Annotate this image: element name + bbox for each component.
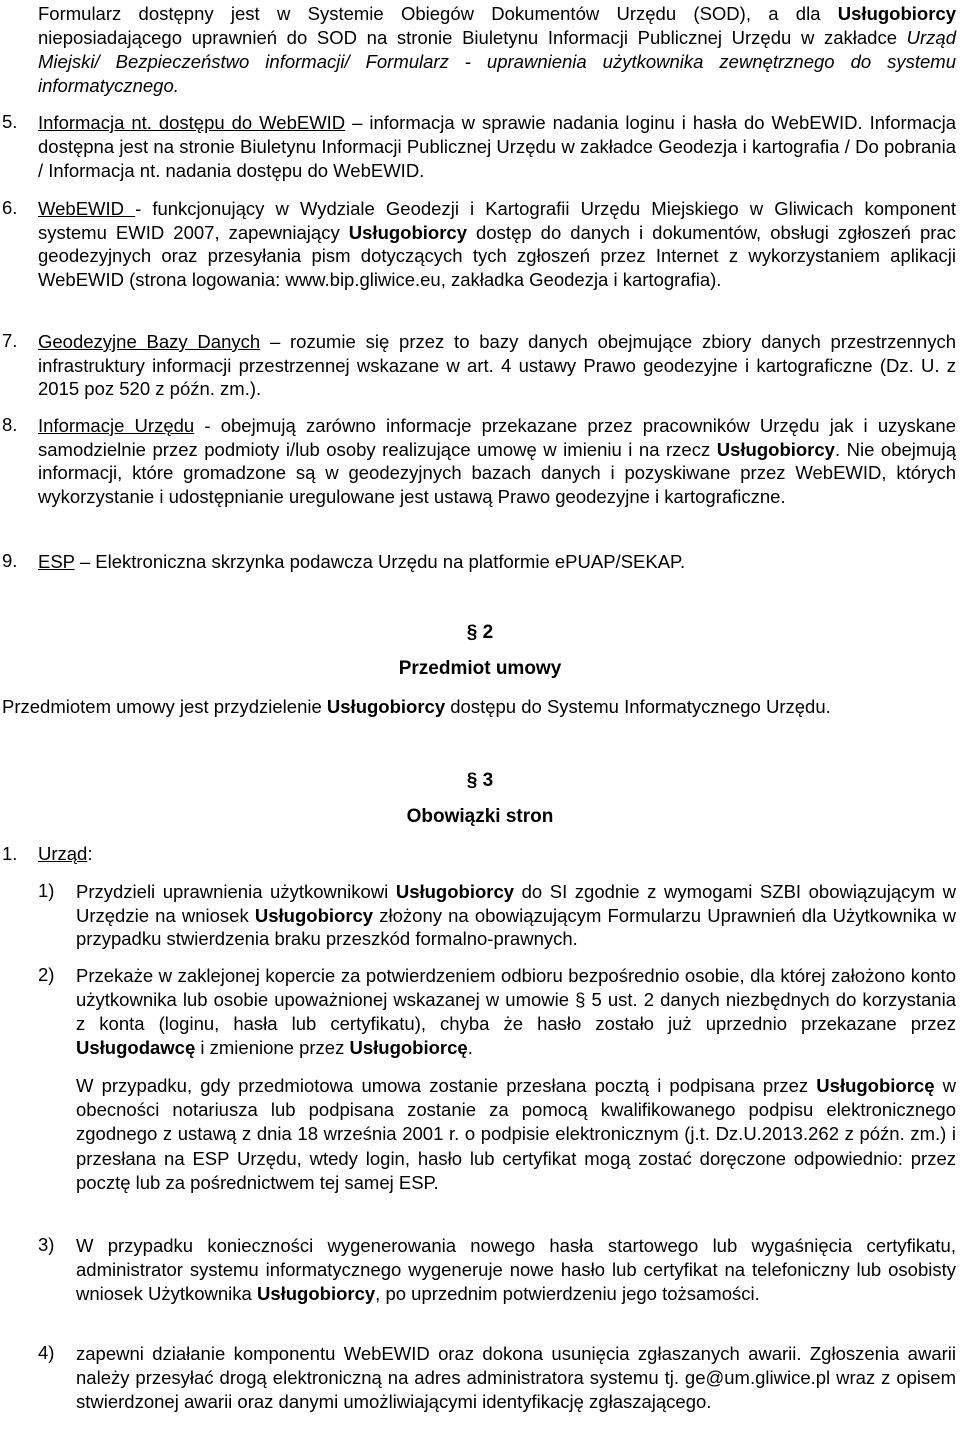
item-6-paragraph	[38, 197, 956, 291]
item-6-term: WebEWID	[38, 198, 136, 219]
duty-4-number: 4)	[38, 1342, 55, 1363]
duty-2b-bold-1: Usługobiorcę	[816, 1075, 935, 1096]
duty-1-number: 1)	[38, 880, 55, 901]
section-2-text-2: dostępu do Systemu Informatycznego Urzędu.	[445, 696, 831, 717]
party-label	[38, 843, 93, 865]
party-colon: :	[87, 843, 93, 864]
duty-4-paragraph	[76, 1342, 956, 1414]
duty-4-text: zapewni działanie komponentu WebEWID oraz dokona usunięcia zgłaszanych awarii. Zgłoszenia awarii należy przesyłać drogą elektroniczną na adres administratora systemu tj. ge@um.gliwice.pl wraz z opisem stwierdzonej awarii oraz danymi umożliwiającymi identyfikację zgłaszającego.	[76, 1343, 956, 1412]
intro-paragraph	[38, 2, 956, 98]
item-8-text-2: . Nie obejmują informacji, które gromadzone są w geodezyjnych bazach danych i pozyskiwane przez WebEWID, których wykorzystanie i udostępnianie uregulowane jest ustawą Prawo geodezyjne i kartograficzne.	[38, 438, 956, 507]
item-7-text: – rozumie się przez to bazy danych obejmujące zbiory danych przestrzennych infrastruktury informacji przestrzennej wskazane w art. 4 ustawy Prawo geodezyjne i kartograficzne (Dz. U. z 2015 poz 520 z późn. zm.).	[38, 331, 956, 399]
item-8-bold-1: Usługobiorcy	[716, 438, 835, 460]
duty-1-text-3: złożony na obowiązującym Formularzu Uprawnień dla Użytkownika w przypadku stwierdzenia braku przeszkód formalno-prawnych.	[76, 904, 956, 949]
duty-2-bold-2: Usługobiorcę	[349, 1037, 468, 1058]
duty-3-text-2: , po uprzednim potwierdzeniu jego tożsamości.	[375, 1283, 760, 1304]
item-6-bold-1: Usługobiorcy	[348, 221, 467, 243]
duty-2-text-2: i zmienione przez	[195, 1037, 350, 1058]
item-7-term: Geodezyjne Bazy Danych	[38, 331, 261, 352]
item-5-text: – informacja w sprawie nadania loginu i hasła do WebEWID. Informacja dostępna jest na stronie Biuletynu Informacji Publicznej Urzędu w zakładce Geodezja i kartografia / Do pobrania / Informacja nt. nadania dostępu do WebEWID.	[38, 112, 956, 181]
duty-2-text-1: Przekaże w zaklejonej kopercie za potwierdzeniem odbioru bezpośrednio osobie, dla której założono konto użytkownika lub osobie upoważnionej wskazanej w umowie § 5 ust. 2 danych niezbędnych do korzystania z konta (loginu, hasła lub certyfikatu), chyba że hasło zostało już uprzednio przekazane przez	[76, 965, 956, 1034]
section-2-bold-1: Usługobiorcy	[326, 696, 446, 717]
duty-2b-text-1: W przypadku, gdy przedmiotowa umowa zostanie przesłana pocztą i podpisana przez	[76, 1075, 817, 1096]
duty-2-paragraph	[76, 964, 956, 1060]
item-8-text-1: - obejmują zarówno informacje przekazane przez pracowników Urzędu jak i uzyskane samodzielnie przez podmioty i/lub osoby realizujące umowę w imieniu i na rzecz	[38, 415, 956, 460]
item-5-term: Informacja nt. dostępu do WebEWID	[38, 112, 346, 133]
item-8-number: 8.	[2, 414, 18, 435]
duty-1-paragraph	[76, 880, 956, 951]
section-3-mark: § 3	[466, 770, 494, 791]
duty-3-bold-1: Usługobiorcy	[256, 1283, 376, 1304]
section-3-title: Obowiązki stron	[406, 806, 554, 827]
duty-1-bold-1: Usługobiorcy	[395, 881, 515, 902]
item-8-term: Informacje Urzędu	[38, 415, 195, 436]
duty-2-number: 2)	[38, 964, 55, 985]
duty-3-paragraph	[76, 1234, 956, 1306]
duty-2-text-3: .	[467, 1037, 473, 1058]
section-2-mark: § 2	[466, 622, 494, 643]
item-9-number: 9.	[2, 550, 18, 571]
item-6-text-2: dostęp do danych i dokumentów, obsługi zgłoszeń prac geodezyjnych oraz przesyłania pism dotyczących tych zgłoszeń przez Internet z wykorzystaniem aplikacji WebEWID (strona logowania: www.bip.gliwice.eu, zakładka Geodezja i kartografia).	[38, 221, 956, 290]
item-9-text: – Elektroniczna skrzynka podawcza Urzędu na platformie ePUAP/SEKAP.	[74, 551, 686, 572]
item-7-paragraph	[38, 330, 956, 401]
duty-1-bold-2: Usługobiorcy	[254, 904, 374, 926]
item-9-term: ESP	[38, 551, 75, 572]
item-9-paragraph	[38, 550, 956, 573]
party-number: 1.	[2, 843, 18, 864]
intro-text-1: Formularz dostępny jest w Systemie Obiegów Dokumentów Urzędu (SOD), a dla	[38, 3, 838, 24]
duty-2b-text-2: w obecności notariusza lub podpisana zostanie za pomocą kwalifikowanego podpisu elektronicznego zgodnego z ustawą z dnia 18 września 2001 r. o podpisie elektronicznym (j.t. Dz.U.2013.262 z późn. zm.) i przesłana na ESP Urzędu, wtedy login, hasło lub certyfikat mogą zostać doręczone odpowiednio: przez pocztę lub za pośrednictwem tej samej ESP.	[76, 1075, 956, 1193]
item-6-text-1: - funkcjonujący w Wydziale Geodezji i Kartografii Urzędu Miejskiego w Gliwicach komponent systemu EWID 2007, zapewniający	[38, 198, 956, 243]
item-8-paragraph	[38, 414, 956, 508]
item-5-number: 5.	[2, 111, 18, 132]
duty-2-bold-1: Usługodawcę	[76, 1037, 196, 1058]
duty-3-number: 3)	[38, 1234, 55, 1255]
item-6-number: 6.	[2, 197, 18, 218]
section-2-title: Przedmiot umowy	[398, 658, 562, 679]
intro-text-2: nieposiadającego uprawnień do SOD na stronie Biuletynu Informacji Publicznej Urzędu w zakładce	[38, 27, 907, 48]
item-7-number: 7.	[2, 330, 18, 351]
section-2-text-1: Przedmiotem umowy jest przydzielenie	[2, 696, 327, 717]
section-2-paragraph	[2, 695, 952, 718]
intro-bold-1: Usługobiorcy	[837, 3, 956, 24]
item-5-paragraph	[38, 111, 956, 183]
duty-1-text-2: do SI zgodnie z wymogami SZBI obowiązującym w Urzędzie na wniosek	[76, 881, 957, 926]
party-name: Urząd	[38, 843, 88, 864]
duty-3-text-1: W przypadku konieczności wygenerowania nowego hasła startowego lub wygaśnięcia certyfikatu, administrator systemu informatycznego wygeneruje nowe hasło lub certyfikat na telefoniczny lub osobisty wniosek Użytkownika	[76, 1235, 956, 1304]
duty-1-text-1: Przydzieli uprawnienia użytkownikowi	[76, 881, 396, 902]
duty-2-continuation	[76, 1074, 956, 1195]
intro-italic-path: Urząd Miejski/ Bezpieczeństwo informacji/ Formularz - uprawnienia użytkownika zewnętrznego do systemu informatycznego.	[38, 27, 956, 96]
